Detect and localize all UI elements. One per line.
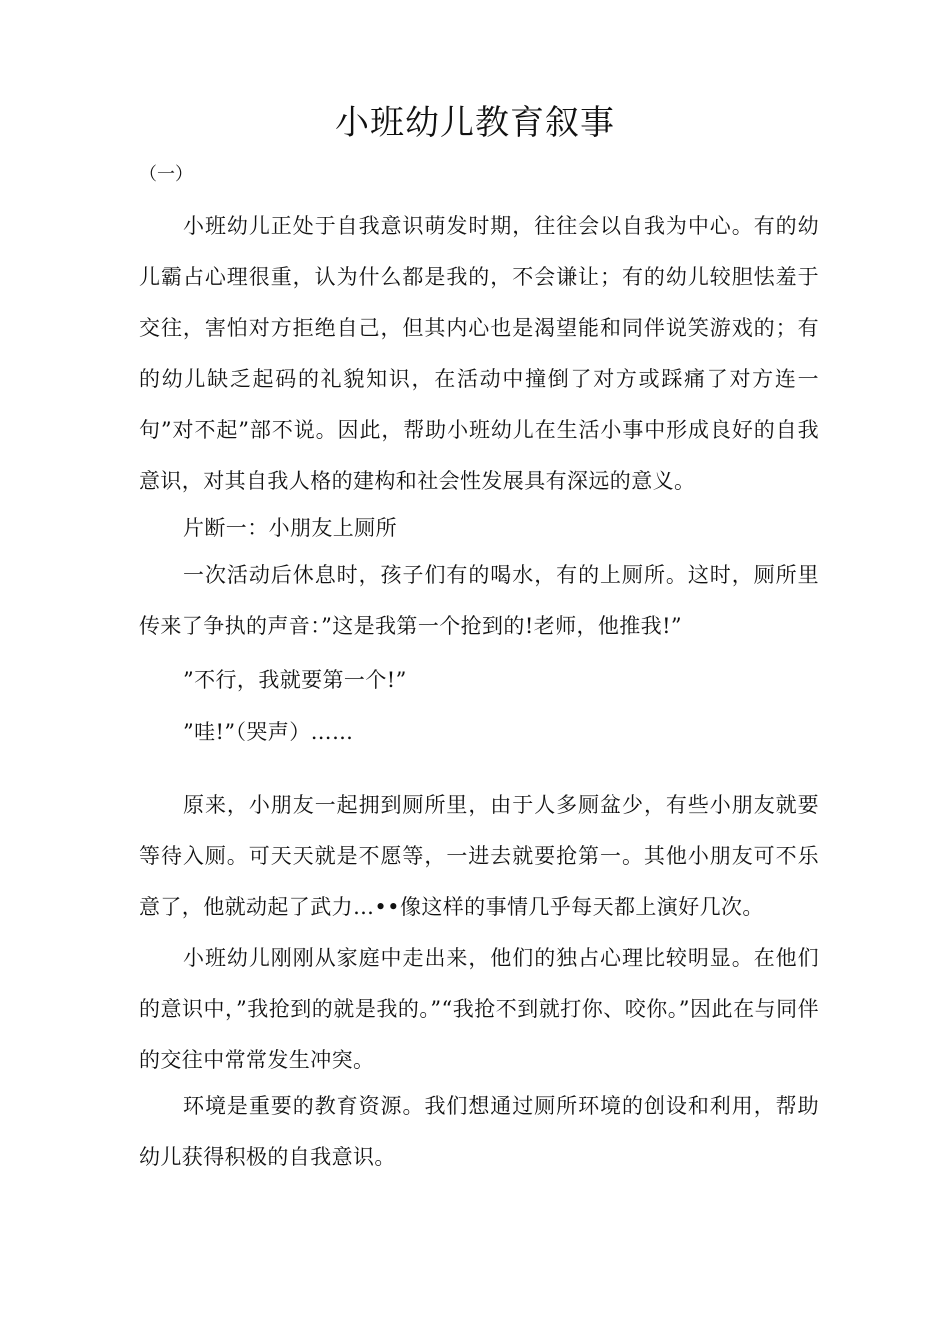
paragraph-quote-2: ”哇!”（哭声）…… [183,720,354,744]
paragraph-analysis: 小班幼儿刚刚从家庭中走出来，他们的独占心理比较明显。在他们的意识中，”我抢到的就是我的。”“我抢不到就打你、咬你。”因此在与同伴的交往中常常发生冲突。 [139,946,819,1072]
paragraph-incident: 一次活动后休息时，孩子们有的喝水，有的上厕所。这时，厕所里传来了争执的声音：”这是我第一个抢到的!老师，他推我!” [139,563,819,638]
paragraph-explanation: 原来，小朋友一起拥到厕所里，由于人多厕盆少，有些小朋友就要等待入厕。可天天就是不愿等，一进去就要抢第一。其他小朋友可不乐意了，他就动起了武力…••像这样的事情几乎每天都上演好几次。 [139,793,819,919]
paragraph-intro: 小班幼儿正处于自我意识萌发时期，往往会以自我为中心。有的幼儿霸占心理很重，认为什么都是我的，不会谦让；有的幼儿较胆怯羞于交往，害怕对方拒绝自己，但其内心也是渴望能和同伴说笑游戏的；有的幼儿缺乏起码的礼貌知识，在活动中撞倒了对方或踩痛了对方连一句”对不起”部不说。因此，帮助小班幼儿在生活小事中形成良好的自我意识，对其自我人格的建构和社会性发展具有深远的意义。 [139,214,819,493]
document-title: 小班幼儿教育叙事 [335,103,615,143]
section-label: （一） [139,164,193,185]
paragraph-quote-1: ”不行，我就要第一个!” [183,668,407,692]
paragraph-fragment-heading: 片断一：小朋友上厕所 [183,516,397,540]
paragraph-environment: 环境是重要的教育资源。我们想通过厕所环境的创设和利用，帮助幼儿获得积极的自我意识。 [139,1094,819,1169]
